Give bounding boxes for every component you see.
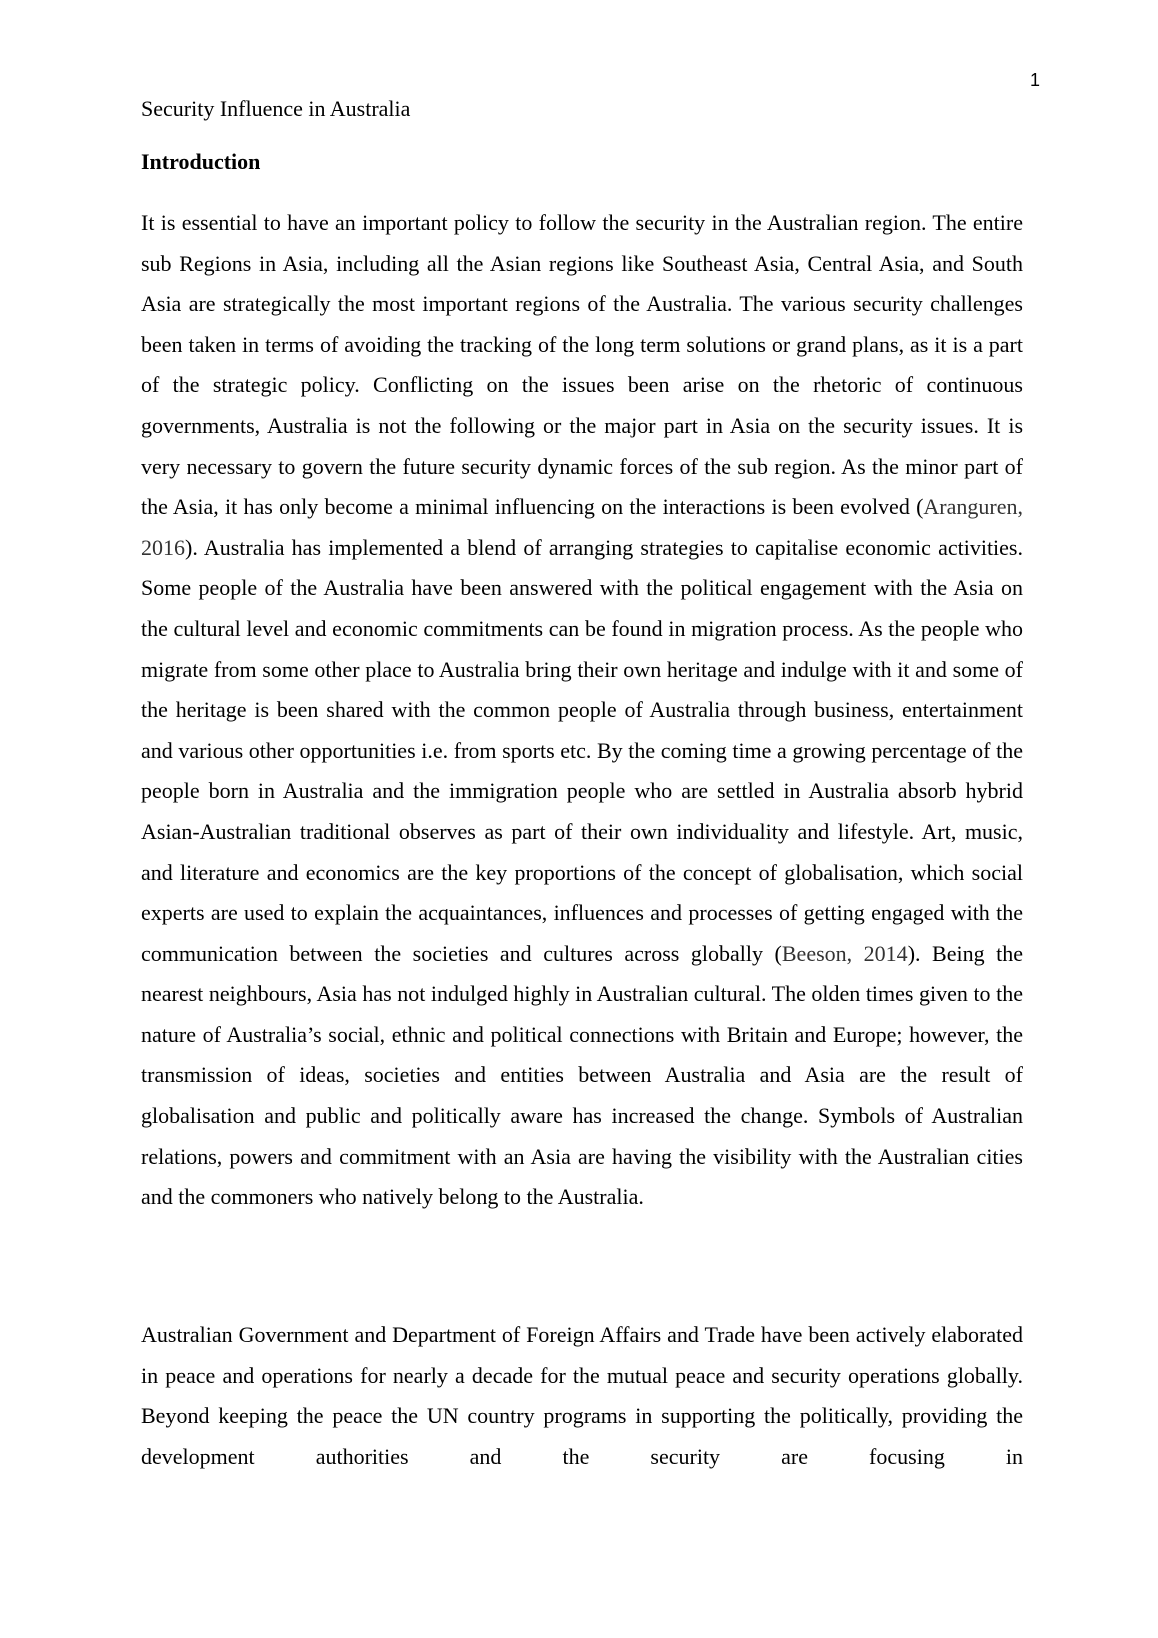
citation: Aranguren, 2016 (141, 494, 1023, 560)
paragraph-text: It is essential to have an important policy to follow the security in the Australian region. The entire sub Regions in Asia, including all the Asian regions like Southeast Asia, Central Asia, and South Asia are strategically the most important regions of the Australia. The various security challenges been taken in terms of avoiding the tracking of the long term solutions or grand plans, as it is a part of the strategic policy. Conflicting on the issues been arise on the rhetoric of continuous governments, Australia is not the following or the major part in Asia on the security issues. It is very necessary to govern the future security dynamic forces of the sub region. As the minor part of the Asia, it has only become a minimal influencing on the interactions is been evolved ( (141, 210, 1023, 520)
citation: Beeson, 2014 (781, 940, 908, 966)
section-heading-introduction: Introduction (141, 149, 261, 174)
paragraph-text: ). Australia has implemented a blend of arranging strategies to capitalise economic activities. Some people of the Australia have been answered with the political engagement with the Asia on the cultural level and economic commitments can be found in migration process. As the people who migrate from some other place to Australia bring their own heritage and indulge with it and some of the heritage is been shared with the common people of Australia through business, entertainment and various other opportunities i.e. from sports etc. By the coming time a growing percentage of the people born in Australia and the immigration people who are settled in Australia absorb hybrid Asian-Australian traditional observes as part of their own individuality and lifestyle. Art, music, and literature and economics are the key proportions of the concept of globalisation, which social experts are used to explain the acquaintances, influences and processes of getting engaged with the communication between the societies and cultures across globally ( (141, 534, 1023, 966)
body-paragraph-1 (141, 203, 1023, 1218)
paragraph-text: Australian Government and Department of Foreign Affairs and Trade have been actively elaborated in peace and operations for nearly a decade for the mutual peace and security operations globally. Beyond keeping the peace the UN country programs in supporting the politically, providing the development authorities and the security are focusing in (141, 1322, 1023, 1469)
body-paragraph-2 (141, 1315, 1023, 1477)
page-number: 1 (1029, 70, 1040, 90)
document-title: Security Influence in Australia (141, 96, 411, 121)
paragraph-text: ). Being the nearest neighbours, Asia has not indulged highly in Australian cultural. The olden times given to the nature of Australia’s social, ethnic and political connections with Britain and Europe; however, the transmission of ideas, societies and entities between Australia and Asia are the result of globalisation and public and politically aware has increased the change. Symbols of Australian relations, powers and commitment with an Asia are having the visibility with the Australian cities and the commoners who natively belong to the Australia. (141, 940, 1024, 1210)
